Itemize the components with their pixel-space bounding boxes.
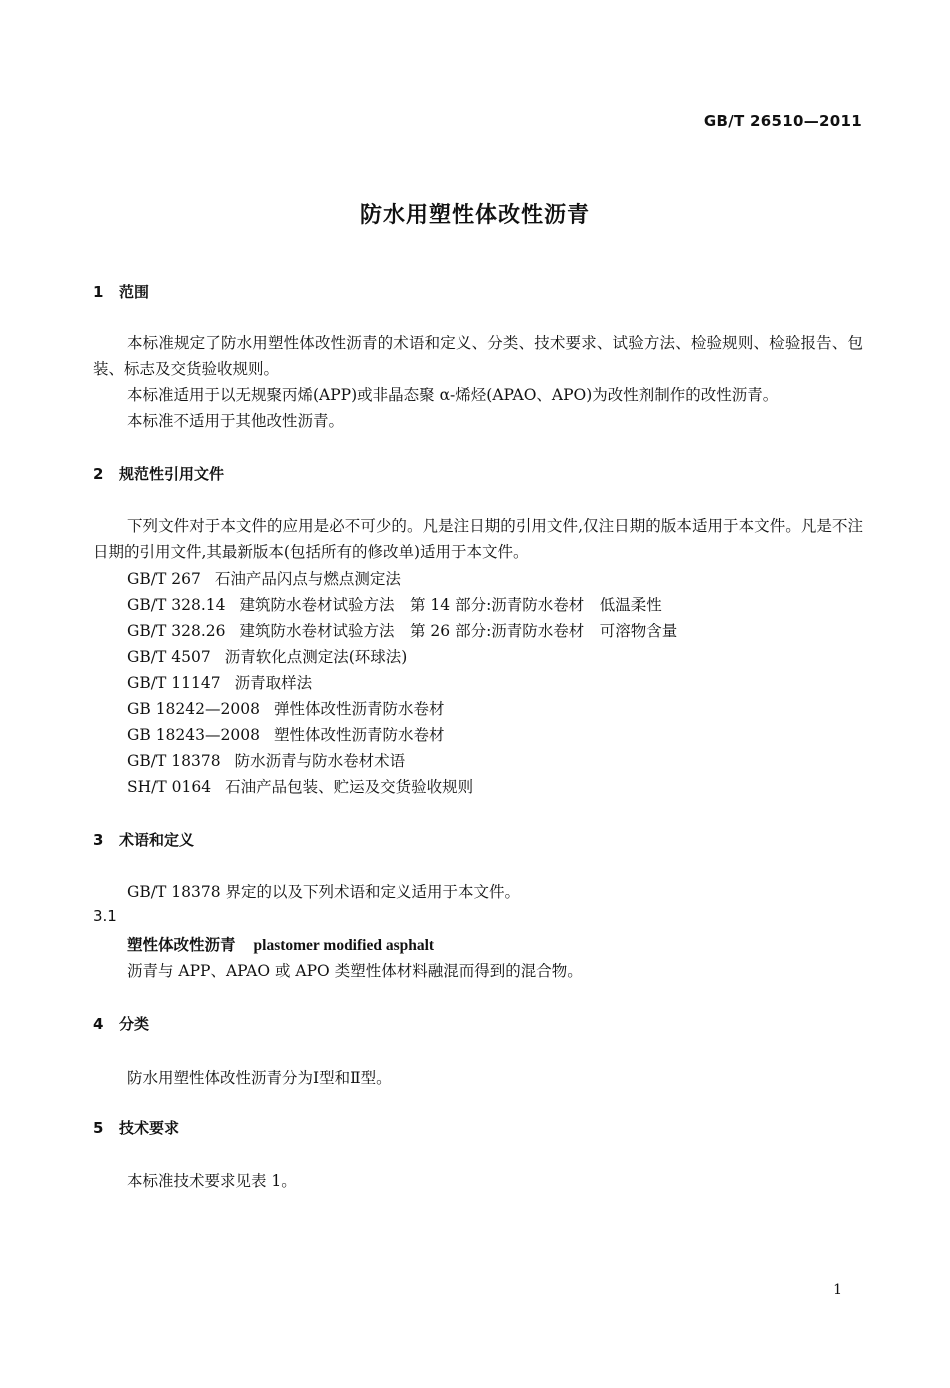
section-heading-scope <box>93 281 149 302</box>
scope-paragraph-3: 本标准不适用于其他改性沥青。 <box>127 412 345 430</box>
standard-code: GB/T 26510—2011 <box>703 112 862 130</box>
reference-code: GB/T 11147 <box>127 674 221 692</box>
reference-item <box>127 775 473 797</box>
classification-text: 防水用塑性体改性沥青分为Ⅰ型和Ⅱ型。 <box>127 1069 392 1087</box>
term-chinese: 塑性体改性沥青 <box>127 936 236 954</box>
section-number: 2 <box>93 465 104 483</box>
reference-item <box>127 697 444 719</box>
reference-item <box>127 723 444 745</box>
reference-code: GB 18242—2008 <box>127 700 260 718</box>
reference-item <box>127 671 312 693</box>
section-title: 技术要求 <box>119 1119 180 1137</box>
section-number: 5 <box>93 1119 104 1137</box>
section-title: 术语和定义 <box>119 831 195 849</box>
reference-title: 防水沥青与防水卷材术语 <box>234 752 406 770</box>
reference-title: 石油产品包装、贮运及交货验收规则 <box>225 778 474 796</box>
term-english: plastomer modified asphalt <box>253 937 435 954</box>
section-title: 范围 <box>119 283 150 301</box>
technical-requirements-text: 本标准技术要求见表 1。 <box>127 1172 297 1190</box>
term-number: 3.1 <box>93 907 117 925</box>
reference-title: 建筑防水卷材试验方法 第 26 部分:沥青防水卷材 可溶物含量 <box>239 622 678 640</box>
reference-title: 弹性体改性沥青防水卷材 <box>273 700 445 718</box>
reference-code: GB/T 328.26 <box>127 622 226 640</box>
reference-item <box>127 749 405 771</box>
reference-title: 沥青取样法 <box>234 674 313 692</box>
scope-paragraph-2: 本标准适用于以无规聚丙烯(APP)或非晶态聚 α-烯烃(APAO、APO)为改性剂制作的改性沥青。 <box>127 386 779 404</box>
reference-code: GB/T 18378 <box>127 752 221 770</box>
reference-code: GB 18243—2008 <box>127 726 260 744</box>
reference-code: SH/T 0164 <box>127 778 212 796</box>
reference-item <box>127 619 677 641</box>
reference-item <box>127 567 401 589</box>
references-intro: 下列文件对于本文件的应用是必不可少的。凡是注日期的引用文件,仅注日期的版本适用于本文件。凡是不注日期的引用文件,其最新版本(包括所有的修改单)适用于本文件。 <box>93 517 863 561</box>
reference-title: 石油产品闪点与燃点测定法 <box>214 570 401 588</box>
section-heading-classification <box>93 1013 149 1034</box>
scope-paragraph-1: 本标准规定了防水用塑性体改性沥青的术语和定义、分类、技术要求、试验方法、检验规则、检验报告、包装、标志及交货验收规则。 <box>93 334 863 378</box>
section-number: 1 <box>93 283 104 301</box>
reference-code: GB/T 4507 <box>127 648 211 666</box>
section-title: 规范性引用文件 <box>119 465 225 483</box>
term-definition: 沥青与 APP、APAO 或 APO 类塑性体材料融混而得到的混合物。 <box>127 962 583 980</box>
section-number: 3 <box>93 831 104 849</box>
section-heading-normative-references <box>93 463 224 484</box>
reference-title: 建筑防水卷材试验方法 第 14 部分:沥青防水卷材 低温柔性 <box>239 596 662 614</box>
section-number: 4 <box>93 1015 104 1033</box>
reference-title: 塑性体改性沥青防水卷材 <box>273 726 445 744</box>
section-title: 分类 <box>119 1015 150 1033</box>
document-title: 防水用塑性体改性沥青 <box>359 203 590 228</box>
reference-title: 沥青软化点测定法(环球法) <box>224 648 408 666</box>
term-entry <box>127 933 434 955</box>
section-heading-terms-and-definitions <box>93 829 194 850</box>
reference-item <box>127 645 407 667</box>
reference-code: GB/T 267 <box>127 570 201 588</box>
reference-item <box>127 593 662 615</box>
section-heading-technical-requirements <box>93 1117 179 1138</box>
reference-code: GB/T 328.14 <box>127 596 226 614</box>
page-number: 1 <box>833 1282 842 1298</box>
terms-intro: GB/T 18378 界定的以及下列术语和定义适用于本文件。 <box>127 883 520 901</box>
